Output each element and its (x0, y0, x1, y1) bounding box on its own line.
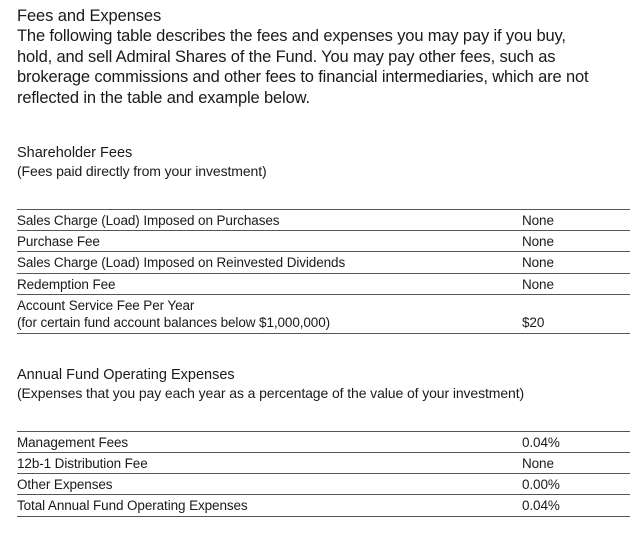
row-value: None (522, 252, 630, 273)
fees-and-expenses-document (17, 6, 630, 517)
row-label: Management Fees (17, 431, 522, 452)
intro-line: reflected in the table and example below. (17, 89, 310, 108)
table-row (17, 452, 630, 473)
table-row (17, 295, 630, 334)
row-value-text: $20 (522, 315, 545, 331)
table-row (17, 474, 630, 495)
row-label (17, 295, 522, 334)
row-value: None (522, 231, 630, 252)
shareholder-fees-title: Shareholder Fees (17, 144, 133, 161)
row-label: Other Expenses (17, 474, 522, 495)
table-row (17, 209, 630, 230)
row-value: 0.00% (522, 474, 630, 495)
row-value: 0.04% (522, 431, 630, 452)
row-label: Total Annual Fund Operating Expenses (17, 495, 522, 516)
row-value: None (522, 209, 630, 230)
table-row (17, 273, 630, 294)
shareholder-fees-section (17, 144, 630, 334)
table-row (17, 231, 630, 252)
annual-expenses-section (17, 366, 630, 517)
row-value: 0.04% (522, 495, 630, 516)
row-value (522, 295, 630, 334)
row-value: None (522, 273, 630, 294)
row-label: 12b-1 Distribution Fee (17, 452, 522, 473)
table-row (17, 495, 630, 516)
intro-paragraph (17, 26, 630, 109)
section-heading: Fees and Expenses (17, 7, 162, 25)
annual-expenses-note: (Expenses that you pay each year as a percentage of the value of your investment) (17, 384, 525, 401)
row-label: Redemption Fee (17, 273, 522, 294)
annual-expenses-table (17, 431, 630, 517)
row-label: Sales Charge (Load) Imposed on Purchases (17, 209, 522, 230)
table-row (17, 252, 630, 273)
shareholder-fees-table (17, 209, 630, 334)
row-label-line: (for certain fund account balances below $1,000,000) (17, 315, 331, 331)
table-row (17, 431, 630, 452)
row-value: None (522, 452, 630, 473)
shareholder-fees-note: (Fees paid directly from your investment) (17, 162, 267, 179)
intro-line: brokerage commissions and other fees to financial intermediaries, which are not (17, 68, 589, 87)
annual-expenses-title: Annual Fund Operating Expenses (17, 366, 235, 383)
row-label-line: Account Service Fee Per Year (17, 298, 195, 313)
intro-line: The following table describes the fees and expenses you may pay if you buy, (17, 27, 566, 45)
row-label: Sales Charge (Load) Imposed on Reinvested Dividends (17, 252, 522, 273)
intro-line: hold, and sell Admiral Shares of the Fund. You may pay other fees, such as (17, 47, 556, 66)
row-label: Purchase Fee (17, 231, 522, 252)
